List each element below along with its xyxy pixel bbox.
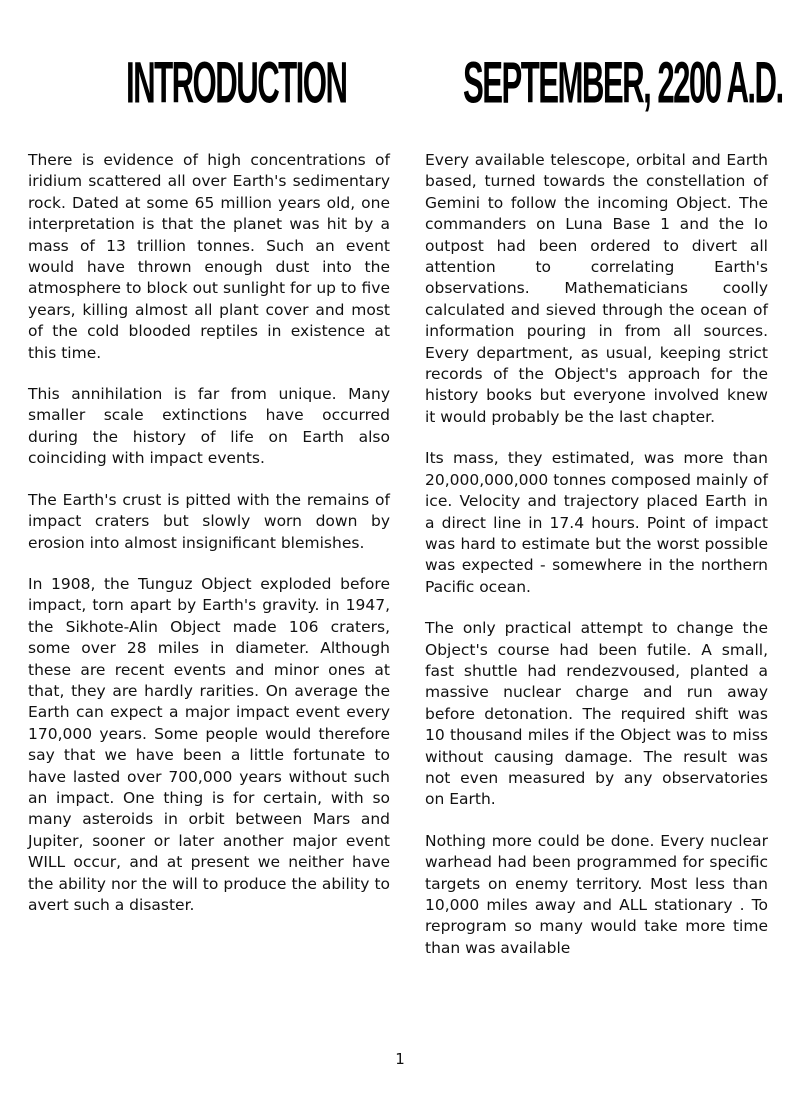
introduction-heading: INTRODUCTION xyxy=(126,51,347,116)
paragraph-craters: The Earth's crust is pitted with the remains of impact craters but slowly worn down by erosion into almost insignificant blemishes. xyxy=(28,490,390,552)
paragraph-warheads: Nothing more could be done. Every nuclear warhead had been programmed for specific targets on enemy territory. Most less than 10,000 miles away and ALL stationary . To reprogram so many would take more time than was available xyxy=(425,831,768,957)
paragraph-iridium: There is evidence of high concentrations of iridium scattered all over Earth's sedimentary rock. Dated at some 65 million years old, one interpretation is that the planet was hit by a mass of 13 trillion tonnes. Such an event would have thrown enough dust into the atmosphere to block out sunlight for up to five years, killing almost all plant cover and most of the cold blooded reptiles in existence at this time. xyxy=(28,151,390,362)
date-heading: SEPTEMBER, 2200 A.D. xyxy=(463,51,783,116)
page-number: 1 xyxy=(395,1050,405,1068)
left-column xyxy=(28,150,390,936)
paragraph-annihilation: This annihilation is far from unique. Many smaller scale extinctions have occurred during the history of life on Earth also coinciding with impact events. xyxy=(28,385,390,468)
paragraph-shuttle: The only practical attempt to change the Object's course had been futile. A small, fast shuttle had rendezvoused, planted a massive nuclear charge and run away before detonation. The required shift was 10 thousand miles if the Object was to miss without causing damage. The result was not even measured by any observatories on Earth. xyxy=(425,619,768,809)
paragraph-tunguz: In 1908, the Tunguz Object exploded before impact, torn apart by Earth's gravity. in 1947, the Sikhote-Alin Object made 106 craters, some over 28 miles in diameter. Although these are recent events and minor ones at that, they are hardly rarities. On average the Earth can expect a major impact event every 170,000 years. Some people would therefore say that we have been a little fortunate to have lasted over 700,000 years without such an impact. One thing is for certain, with so many asteroids in orbit between Mars and Jupiter, sooner or later another major event WILL occur, and at present we neither have the ability nor the will to produce the ability to avert such a disaster. xyxy=(28,574,390,914)
paragraph-mass: Its mass, they estimated, was more than 20,000,000,000 tonnes composed mainly of ice. Velocity and trajectory placed Earth in a direct line in 17.4 hours. Point of impact was hard to estimate but the worst possible was expected - somewhere in the northern Pacific ocean. xyxy=(425,449,768,596)
paragraph-telescopes: Every available telescope, orbital and Earth based, turned towards the constellation of Gemini to follow the incoming Object. The commanders on Luna Base 1 and the Io outpost had been ordered to divert all attention to correlating Earth's observations. Mathematicians coolly calculated and sieved through the ocean of information pouring in from all sources. Every department, as usual, keeping strict records of the Object's approach for the history books but everyone involved knew it would probably be the last chapter. xyxy=(425,151,768,426)
right-column xyxy=(425,150,768,979)
